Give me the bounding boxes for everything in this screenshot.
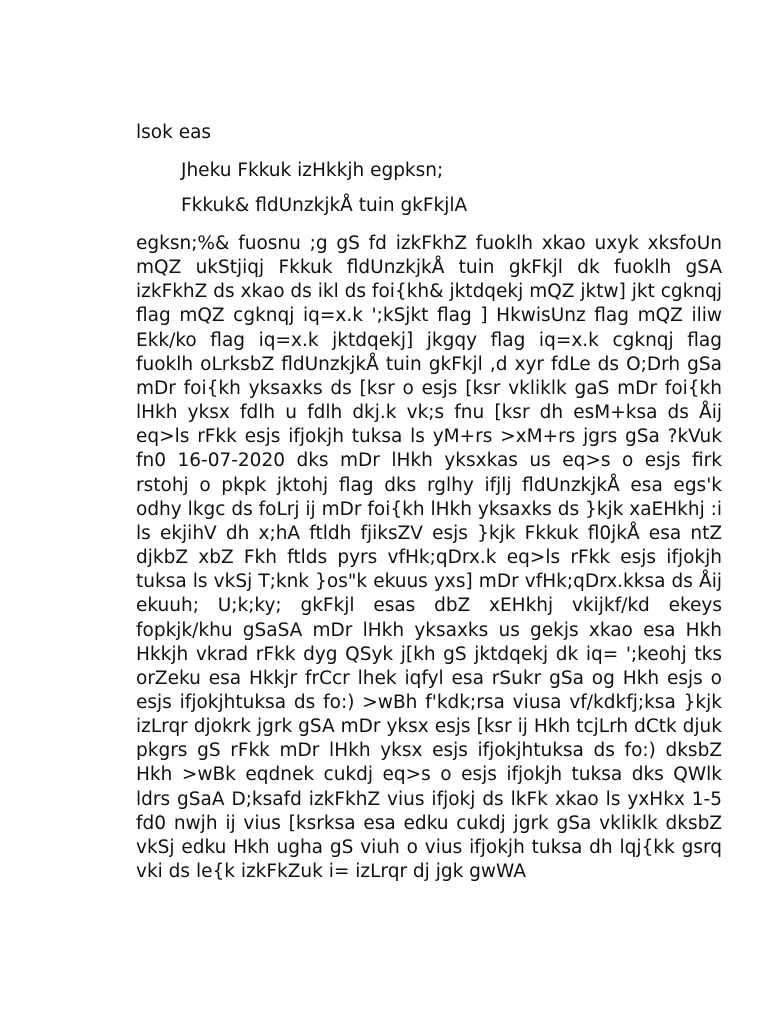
addressee-line: Jheku Fkkuk izHkkjh egpksn;	[181, 160, 444, 181]
station-line: Fkkuk& fldUnzkjkÅ tuin gkFkjlA	[181, 195, 468, 216]
body-paragraph: egksn;%& fuosnu ;g gS fd izkFkhZ fuoklh xkao uxyk xksfoUn mQZ ukStjiqj Fkkuk fldUnzkjkÅ tuin gkFkjl dk fuoklh gSA izkFkhZ ds xkao ds ikl ds foi{kh& jktdqekj mQZ jktw] jkt cgknqj flag mQZ cgknqj iq=x.k ';kSjkt flag ] HkwisUnz flag mQZ iliw Ekk/ko flag iq=x.k jktdqekj] jkgqy flag iq=x.k cgknqj flag fuoklh oLrksbZ fldUnzkjkÅ tuin gkFkjl ,d xyr fdLe ds O;Drh gSa mDr foi{kh yksaxks ds [ksr o esjs [ksr vkliklk gaS mDr foi{kh lHkh yksx fdlh u fdlh dkj.k vk;s fnu [ksr dh esM+ksa ds Åij eq>ls rFkk esjs ifjokjh tuksa ls yM+rs >xM+rs jgrs gSa ?kVuk fn0 16-07-2020 dks mDr lHkh yksxkas us eq>s o esjs firk rstohj o pkpk jktohj flag dks rglhy ifjlj fldUnzkjkÅ esa egs'k odhy lkgc ds foLrj ij mDr foi{kh lHkh yksaxks ds }kjk xaEHkhj :i ls ekjihV dh x;hA ftldh fjiksZV esjs }kjk Fkkuk fl0jkÅ esa ntZ djkbZ xbZ Fkh ftlds pyrs vfHk;qDrx.k eq>ls rFkk esjs ifjokjh tuksa ls vkSj T;knk }os"k ekuus yxs] mDr vfHk;qDrx.kksa ds Åij ekuuh; U;k;ky; gkFkjl esas dbZ xEHkhj vkijkf/kd ekeys fopkjk/khu gSaSA mDr lHkh yksaxks us gekjs xkao esa Hkh Hkkjh vkrad rFkk dyg QSyk j[kh gS jktdqekj dk iq= ';keohj tks orZeku esa Hkkjr frCcr lhek iqfyl esa rSukr gSa og Hkh esjs o esjs ifjokjhtuksa ds fo:) >wBh f'kdk;rsa viusa vf/kdkfj;ksa }kjk izLrqr djokrk jgrk gSA mDr yksx esjs [ksr ij Hkh tcjLrh dCtk djuk pkgrs gS rFkk mDr lHkh yksx esjs ifjokjhtuksa ds fo:) dksbZ Hkh >wBk eqdnek cukdj eq>s o esjs ifjokjh tuksa dks QWlk ldrs gSaA D;ksafd izkFkhZ vius ifjokj ds lkFk xkao ls yxHkx 1-5 fd0 nwjh ij vius [ksrksa esa edku cukdj jgrk gSa vkliklk dksbZ vkSj edku Hkh ugha gS viuh o vius ifjokjh tuksa dh lqj{kk gsrq vki ds le{k izkFkZuk i= izLrqr dj jgk gwWA	[136, 233, 722, 883]
document-heading: lsok eas	[136, 122, 212, 143]
